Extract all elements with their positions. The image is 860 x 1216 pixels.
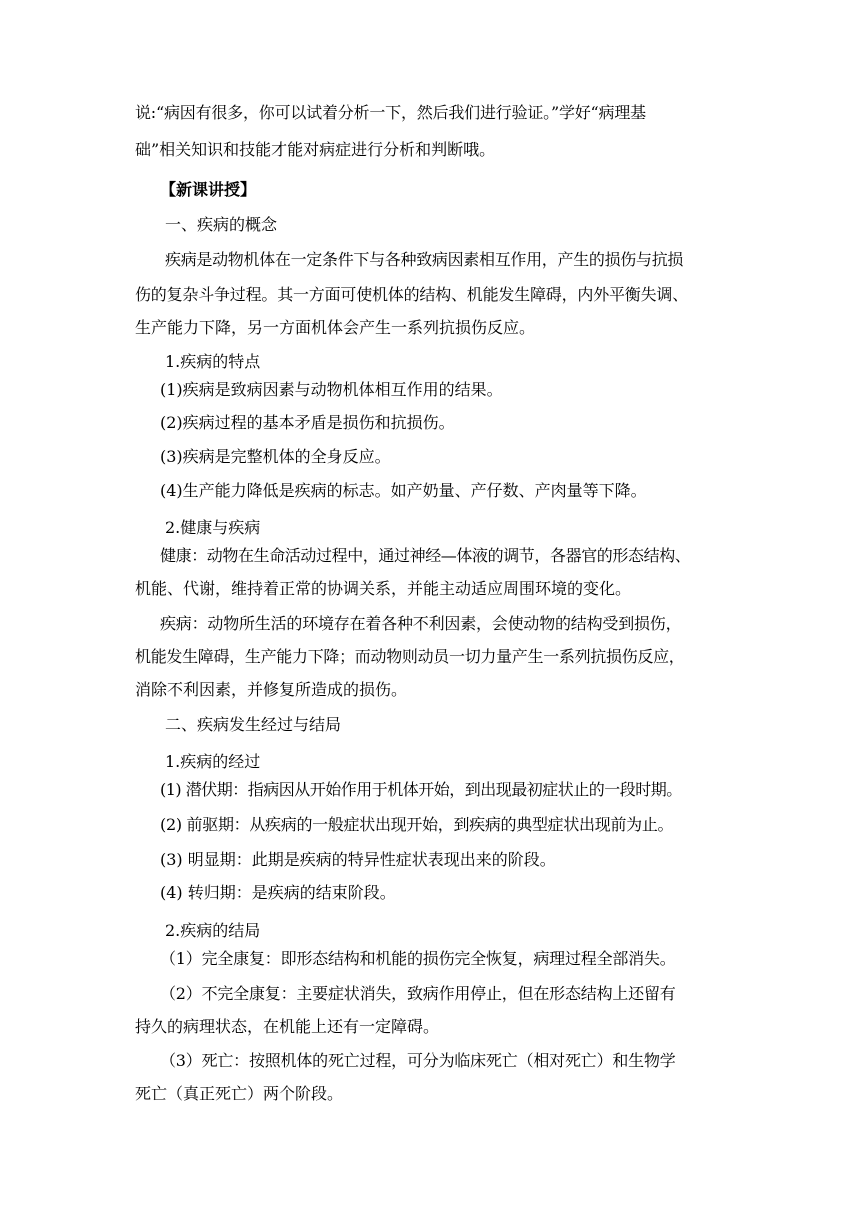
definition-line-2: 伤的复杂斗争过程。其一方面可使机体的结构、机能发生障碍，内外平衡失调、 [135, 285, 689, 304]
disease-line-3: 消除不利因素，并修复所造成的损伤。 [135, 680, 408, 699]
outcome-heading: 2.疾病的结局 [165, 921, 261, 940]
outcome-item-2-line-1: （2）不完全康复：主要症状消失，致病作用停止，但在形态结构上还留有 [160, 984, 676, 1003]
disease-line-2: 机能发生障碍，生产能力下降；而动物则动员一切力量产生一系列抗损伤反应， [135, 647, 685, 666]
course-item-4: (4) 转归期：是疾病的结束阶段。 [160, 883, 396, 902]
part1-heading: 一、疾病的概念 [165, 215, 278, 234]
feature-item-2: (2)疾病过程的基本矛盾是损伤和抗损伤。 [160, 413, 455, 432]
features-heading: 1.疾病的特点 [165, 352, 261, 371]
course-heading: 1.疾病的经过 [165, 752, 261, 771]
health-line-2: 机能、代谢，维持着正常的协调关系，并能主动适应周围环境的变化。 [135, 579, 632, 598]
course-item-2: (2) 前驱期：从疾病的一般症状出现开始，到疾病的典型症状出现前为止。 [160, 815, 674, 834]
course-item-1: (1) 潜伏期：指病因从开始作用于机体开始，到出现最初症状止的一段时期。 [160, 780, 682, 799]
outcome-item-1: （1）完全康复：即形态结构和机能的损伤完全恢复，病理过程全部消失。 [160, 949, 676, 968]
health-line-1: 健康：动物在生命活动过程中，通过神经—体液的调节，各器官的形态结构、 [160, 546, 691, 565]
feature-item-4: (4)生产能力降低是疾病的标志。如产奶量、产仔数、产肉量等下降。 [160, 481, 647, 500]
disease-line-1: 疾病：动物所生活的环境存在着各种不利因素，会使动物的结构受到损伤， [160, 614, 682, 633]
feature-item-1: (1)疾病是致病因素与动物机体相互作用的结果。 [160, 380, 503, 399]
intro-line-1: 说:“病因有很多，你可以试着分析一下，然后我们进行验证。”学好“病理基 [135, 103, 646, 122]
outcome-item-2-line-2: 持久的病理状态，在机能上还有一定障碍。 [135, 1017, 440, 1036]
part2-heading: 二、疾病发生经过与结局 [165, 715, 342, 734]
section-heading: 【新课讲授】 [160, 180, 257, 199]
outcome-item-3-line-1: （3）死亡：按照机体的死亡过程，可分为临床死亡（相对死亡）和生物学 [160, 1051, 676, 1070]
feature-item-3: (3)疾病是完整机体的全身反应。 [160, 447, 391, 466]
intro-line-2: 础”相关知识和技能才能对病症进行分析和判断哦。 [135, 140, 496, 159]
course-item-3: (3) 明显期：此期是疾病的特异性症状表现出来的阶段。 [160, 850, 556, 869]
definition-line-1: 疾病是动物机体在一定条件下与各种致病因素相互作用，产生的损伤与抗损 [165, 250, 684, 269]
definition-line-3: 生产能力下降，另一方面机体会产生一系列抗损伤反应。 [135, 318, 536, 337]
outcome-item-3-line-2: 死亡（真正死亡）两个阶段。 [135, 1084, 344, 1103]
health-heading: 2.健康与疾病 [165, 518, 261, 537]
